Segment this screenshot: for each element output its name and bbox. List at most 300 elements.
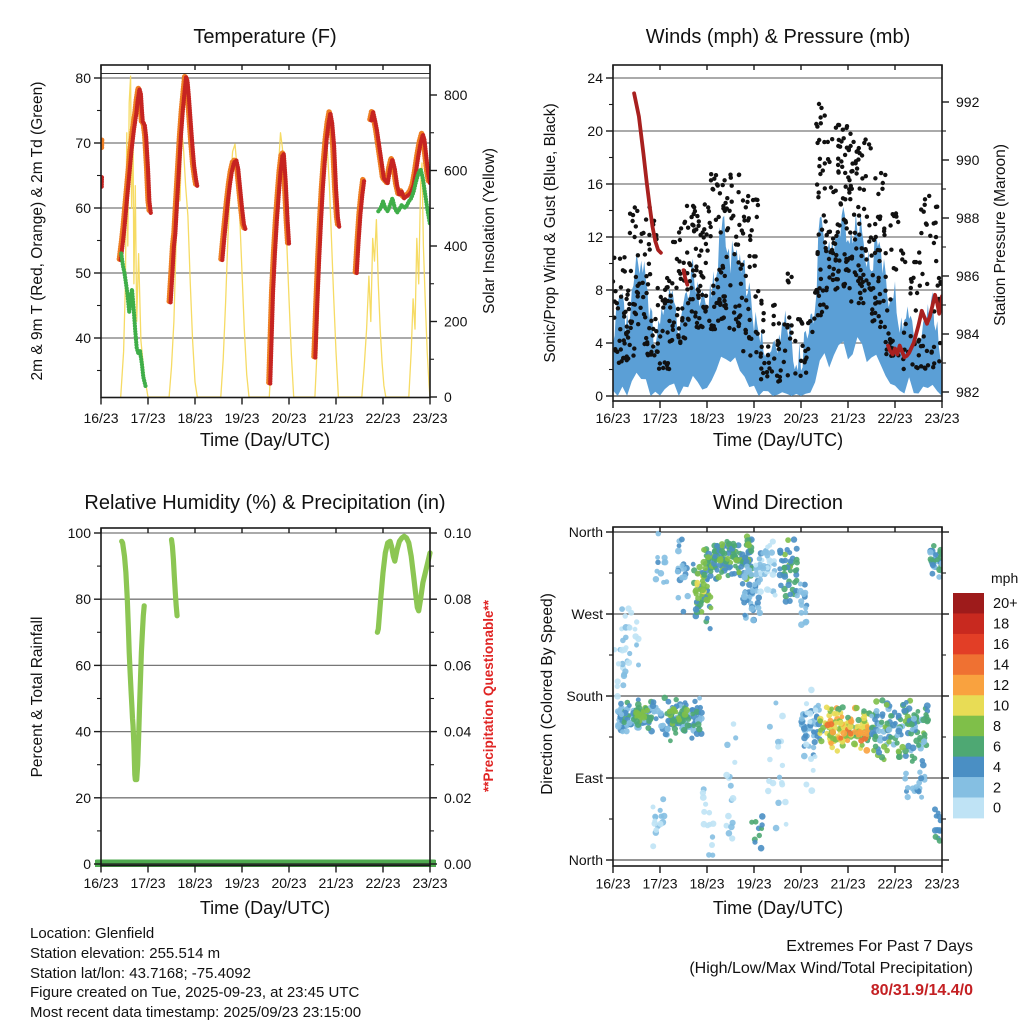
wind-direction-dot (740, 581, 746, 587)
wind-direction-panel (566, 524, 1017, 891)
gust-dot (714, 218, 718, 222)
gust-dot (677, 269, 681, 273)
tick-label: West (571, 606, 603, 623)
wind-direction-dot (749, 605, 756, 612)
wind-direction-dot (729, 835, 735, 841)
gust-dot (756, 203, 760, 207)
gust-dot (823, 186, 827, 190)
gust-dot (683, 336, 687, 340)
gust-dot (670, 281, 674, 285)
wind-direction-dot (830, 729, 836, 735)
gust-dot (871, 286, 875, 290)
humidity-ylabel-left: Percent & Total Rainfall (29, 616, 46, 778)
gust-dot (843, 197, 847, 201)
gust-dot (856, 263, 860, 267)
wind-direction-dot (919, 795, 924, 800)
gust-dot (692, 228, 696, 232)
gust-dot (723, 274, 727, 278)
wind-direction-dot (884, 702, 890, 708)
wind-direction-dot (712, 554, 717, 559)
gust-dot (636, 294, 640, 298)
wind-direction-dot (840, 715, 845, 720)
gust-dot (823, 113, 827, 117)
gust-dot (627, 302, 631, 306)
gust-dot (668, 305, 672, 309)
pressure-ylabel-right: Station Pressure (Maroon) (992, 144, 1009, 326)
wind-direction-dot (674, 697, 679, 702)
wind-direction-dot (784, 822, 789, 827)
wind-direction-dot (708, 605, 713, 610)
gust-dot (818, 267, 822, 271)
wind-direction-dot (738, 564, 744, 570)
wind-direction-dot (696, 726, 702, 732)
gust-dot (831, 272, 835, 276)
tick-label: 40 (75, 723, 91, 740)
gust-dot (617, 339, 621, 343)
wind-direction-dot (798, 582, 803, 587)
temperature-xlabel: Time (Day/UTC) (199, 430, 331, 450)
gust-dot (917, 250, 921, 254)
wind-direction-dot (854, 705, 860, 711)
gust-dot (830, 137, 834, 141)
colorbar-cell (953, 675, 984, 696)
wind-direction-dot (615, 708, 621, 714)
gust-dot (747, 254, 751, 258)
gust-dot (916, 339, 920, 343)
colorbar-unit-label: mph (991, 570, 1019, 586)
gust-dot (860, 246, 864, 250)
wind-direction-dot (808, 756, 814, 762)
wind-direction-dot (798, 621, 805, 628)
wind-direction-dot (703, 565, 709, 571)
gust-dot (668, 339, 672, 343)
wind-direction-dot (755, 605, 761, 611)
wind-direction-dot (701, 547, 707, 553)
wind-direction-dot (803, 606, 808, 611)
gust-dot (779, 368, 783, 372)
wind-direction-dot (733, 735, 738, 740)
gust-dot (816, 195, 820, 199)
gust-dot (819, 106, 823, 110)
gust-dot (850, 169, 854, 173)
gust-dot (689, 215, 693, 219)
gust-dot (777, 321, 781, 325)
wind-direction-dot (775, 800, 781, 806)
gust-dot (886, 331, 890, 335)
gust-dot (691, 223, 695, 227)
gust-dot (817, 232, 821, 236)
gust-dot (765, 370, 769, 374)
wind-direction-dot (635, 711, 642, 718)
tick-label: 22/23 (877, 875, 913, 892)
gust-dot (785, 325, 789, 329)
gust-dot (910, 362, 914, 366)
wind-direction-dot (886, 726, 892, 732)
tick-label: 23/23 (412, 410, 448, 426)
gust-dot (853, 231, 857, 235)
gust-dot (925, 349, 929, 353)
wind-direction-dot (742, 590, 748, 596)
gust-dot (815, 141, 819, 145)
gust-dot (669, 294, 673, 298)
gust-dot (762, 311, 766, 315)
wind-direction-dot (818, 718, 824, 724)
tick-label: 23/23 (924, 410, 960, 426)
gust-dot (935, 205, 939, 209)
tick-label: 984 (956, 326, 980, 342)
gust-dot (715, 277, 719, 281)
wind-direction-dot (654, 716, 659, 721)
gust-dot (771, 322, 775, 326)
gust-dot (858, 291, 862, 295)
gust-dot (739, 282, 743, 286)
gust-dot (644, 291, 648, 295)
tick-label: 0.04 (444, 723, 472, 740)
gust-dot (741, 231, 745, 235)
gust-dot (894, 267, 898, 271)
gust-dot (711, 327, 715, 331)
gust-dot (680, 316, 684, 320)
gust-dot (842, 252, 846, 256)
gust-dot (744, 274, 748, 278)
tick-label: 80 (75, 591, 91, 608)
tick-label: 800 (444, 87, 468, 103)
wind-direction-dot (727, 565, 732, 570)
tick-label: 8 (595, 282, 603, 298)
wind-direction-dot (728, 783, 734, 789)
gust-dot (918, 260, 922, 264)
gust-dot (661, 366, 665, 370)
gust-dot (766, 344, 770, 348)
wind-direction-dot (785, 537, 791, 543)
tick-label: 60 (75, 200, 91, 216)
gust-dot (883, 325, 887, 329)
gust-dot (725, 228, 729, 232)
tick-label: North (568, 852, 603, 868)
tick-label: 17/23 (130, 875, 166, 891)
wind-direction-dot (779, 558, 784, 563)
wind-direction-dot (758, 845, 765, 852)
gust-dot (859, 254, 863, 258)
gust-dot (878, 248, 882, 252)
wind-direction-xlabel: Time (Day/UTC) (712, 898, 844, 918)
wind-direction-dot (719, 548, 725, 554)
wind-direction-dot (858, 738, 864, 744)
gust-dot (727, 209, 731, 213)
t2m-series (270, 154, 289, 383)
gust-dot (678, 238, 682, 242)
wind-direction-dot (615, 684, 620, 689)
wind-direction-dot (901, 708, 907, 714)
gust-dot (723, 294, 727, 298)
wind-direction-dot (725, 556, 731, 562)
wind-direction-dot (691, 562, 696, 567)
wind-direction-dot (622, 668, 628, 674)
gust-dot (934, 259, 938, 263)
wind-direction-dot (773, 701, 778, 706)
gust-dot (766, 353, 770, 357)
gust-dot (692, 273, 696, 277)
gust-dot (663, 360, 667, 364)
gust-dot (853, 237, 857, 241)
wind-direction-dot (933, 552, 938, 557)
tick-label: East (574, 770, 603, 787)
gust-dot (776, 339, 780, 343)
gust-dot (703, 308, 707, 312)
gust-dot (707, 319, 711, 323)
relative-humidity-series (172, 540, 178, 616)
wind-direction-dot (623, 645, 628, 650)
gust-dot (923, 203, 927, 207)
tick-label: 6 (993, 739, 1002, 756)
wind-direction-dot (916, 743, 921, 748)
gust-dot (908, 291, 912, 295)
gust-dot (644, 336, 648, 340)
tick-label: 18 (993, 616, 1010, 633)
wind-direction-dot (873, 698, 879, 704)
wind-direction-dot (848, 719, 854, 725)
gust-dot (932, 241, 936, 245)
gust-dot (853, 161, 857, 165)
wind-direction-dot (627, 651, 632, 656)
wind-direction-dot (879, 720, 884, 725)
wind-direction-dot (650, 703, 656, 709)
gust-dot (704, 261, 708, 265)
wind-direction-dot (808, 687, 815, 694)
gust-dot (847, 190, 851, 194)
wind-direction-dot (793, 568, 798, 573)
gust-dot (722, 178, 726, 182)
colorbar-cell (953, 613, 984, 634)
gust-dot (810, 330, 814, 334)
gust-dot (904, 322, 908, 326)
gust-dot (633, 311, 637, 315)
gust-dot (748, 353, 752, 357)
gust-dot (830, 248, 834, 252)
gust-dot (737, 223, 741, 227)
wind-direction-dot (748, 548, 754, 554)
gust-dot (695, 321, 699, 325)
wind-direction-dot (618, 701, 624, 707)
gust-dot (625, 293, 629, 297)
gust-dot (697, 316, 701, 320)
gust-dot (798, 374, 802, 378)
wind-direction-dot (645, 725, 651, 731)
gust-dot (630, 219, 634, 223)
wind-direction-dot (625, 605, 631, 611)
gust-dot (767, 361, 771, 365)
gust-dot (661, 298, 665, 302)
wind-direction-dot (666, 699, 672, 705)
tick-label: 18/23 (689, 875, 725, 892)
wind-direction-dot (655, 555, 660, 560)
gust-dot (783, 349, 787, 353)
tick-label: 19/23 (736, 875, 772, 892)
gust-dot (759, 377, 763, 381)
gust-dot (772, 314, 776, 318)
wind-direction-dot (876, 749, 882, 755)
tick-label: 20 (587, 123, 603, 139)
tick-label: 2 (993, 780, 1002, 797)
tick-label: 16/23 (83, 410, 119, 426)
relative-humidity-series (122, 541, 145, 779)
gust-dot (857, 233, 861, 237)
gust-dot (859, 296, 863, 300)
wind-direction-dot (658, 723, 664, 729)
wind-direction-dot (835, 748, 840, 753)
wind-direction-dot (760, 551, 765, 556)
wind-direction-dot (910, 727, 915, 732)
wind-direction-dot (757, 833, 762, 838)
tick-label: North (568, 524, 603, 541)
gust-dot (873, 296, 877, 300)
gust-dot (754, 330, 758, 334)
gust-dot (862, 188, 866, 192)
gust-dot (861, 273, 865, 277)
gust-dot (748, 318, 752, 322)
gust-dot (628, 319, 632, 323)
tick-label: 100 (67, 525, 91, 541)
gust-dot (636, 322, 640, 326)
wind-direction-dot (698, 705, 703, 710)
wind-direction-dot (801, 725, 808, 732)
gust-dot (739, 267, 743, 271)
wind-direction-dot (703, 597, 709, 603)
gust-dot (633, 302, 637, 306)
gust-dot (636, 284, 640, 288)
colorbar-cell (953, 593, 984, 614)
gust-dot (750, 228, 754, 232)
gust-dot (721, 183, 725, 187)
wind-direction-dot (655, 560, 660, 565)
wind-direction-dot (775, 744, 781, 750)
gust-dot (683, 322, 687, 326)
tick-label: 22/23 (877, 410, 913, 426)
tick-label: 0 (993, 800, 1002, 817)
temperature-panel (75, 65, 467, 426)
gust-dot (705, 248, 709, 252)
gust-dot (820, 228, 824, 232)
tick-label: 0.08 (444, 591, 472, 608)
gust-dot (683, 220, 687, 224)
wind-direction-dot (800, 591, 805, 596)
winds-pressure-panel (587, 65, 979, 426)
gust-dot (737, 304, 741, 308)
wind-direction-dot (708, 626, 713, 631)
tick-label: 12 (587, 229, 603, 245)
gust-dot (933, 221, 937, 225)
wind-direction-dot (757, 556, 762, 561)
gust-dot (749, 337, 753, 341)
gust-dot (728, 283, 732, 287)
wind-direction-dot (700, 790, 706, 796)
gust-dot (865, 215, 869, 219)
gust-dot (858, 268, 862, 272)
tick-label: 14 (993, 657, 1010, 674)
gust-dot (646, 353, 650, 357)
wind-direction-dot (807, 719, 812, 724)
gust-dot (729, 216, 733, 220)
wind-direction-dot (742, 554, 748, 560)
wind-direction-dot (614, 693, 621, 700)
gust-dot (873, 176, 877, 180)
gust-dot (761, 371, 765, 375)
wind-direction-dot (779, 713, 786, 720)
gust-dot (623, 310, 627, 314)
wind-direction-dot (905, 794, 911, 800)
wind-direction-dot (741, 573, 747, 579)
gust-dot (873, 222, 877, 226)
gust-dot (690, 309, 694, 313)
gust-dot (727, 326, 731, 330)
gust-dot (826, 140, 830, 144)
wind-direction-dot (701, 572, 707, 578)
wind-direction-dot (752, 840, 757, 845)
wind-direction-dot (757, 588, 764, 595)
tick-label: 18/23 (177, 410, 213, 426)
gust-dot (628, 343, 632, 347)
gust-dot (799, 359, 803, 363)
wind-direction-dot (903, 771, 909, 777)
gust-dot (695, 325, 699, 329)
wind-direction-title: Wind Direction (712, 492, 844, 514)
gust-dot (685, 250, 689, 254)
gust-dot (832, 267, 836, 271)
gust-dot (744, 205, 748, 209)
gust-dot (806, 321, 810, 325)
gust-dot (839, 139, 843, 143)
gust-dot (881, 181, 885, 185)
gust-dot (697, 254, 701, 258)
gust-dot (648, 272, 652, 276)
wind-direction-dot (662, 555, 668, 561)
gust-dot (817, 294, 821, 298)
wind-direction-dot (664, 726, 670, 732)
wind-direction-dot (694, 580, 700, 586)
wind-direction-dot (777, 775, 782, 780)
speed-colorbar (953, 593, 1018, 818)
gust-dot (863, 137, 867, 141)
tick-label: 16/23 (595, 410, 631, 426)
gust-dot (925, 282, 929, 286)
wind-direction-dot (782, 565, 788, 571)
gust-dot (756, 289, 760, 293)
wind-direction-dot (895, 740, 900, 745)
tick-label: 21/23 (318, 410, 354, 426)
gust-dot (686, 318, 690, 322)
wind-direction-dot (804, 701, 809, 706)
tick-label: 10 (993, 698, 1010, 715)
gust-dot (827, 160, 831, 164)
wind-direction-dot (873, 734, 879, 740)
wind-direction-dot (732, 543, 737, 548)
gust-dot (665, 366, 669, 370)
gust-dot (709, 172, 713, 176)
gust-dot (759, 299, 763, 303)
tick-label: 990 (956, 152, 980, 168)
wind-direction-dot (767, 757, 773, 763)
gust-dot (848, 144, 852, 148)
gust-dot (628, 231, 632, 235)
gust-dot (937, 276, 941, 280)
gust-dot (671, 240, 675, 244)
gust-dot (767, 366, 771, 370)
wind-direction-dot (801, 735, 808, 742)
wind-direction-dot (773, 825, 780, 832)
gust-dot (656, 286, 660, 290)
gust-dot (880, 187, 884, 191)
wind-direction-dot (627, 703, 632, 708)
